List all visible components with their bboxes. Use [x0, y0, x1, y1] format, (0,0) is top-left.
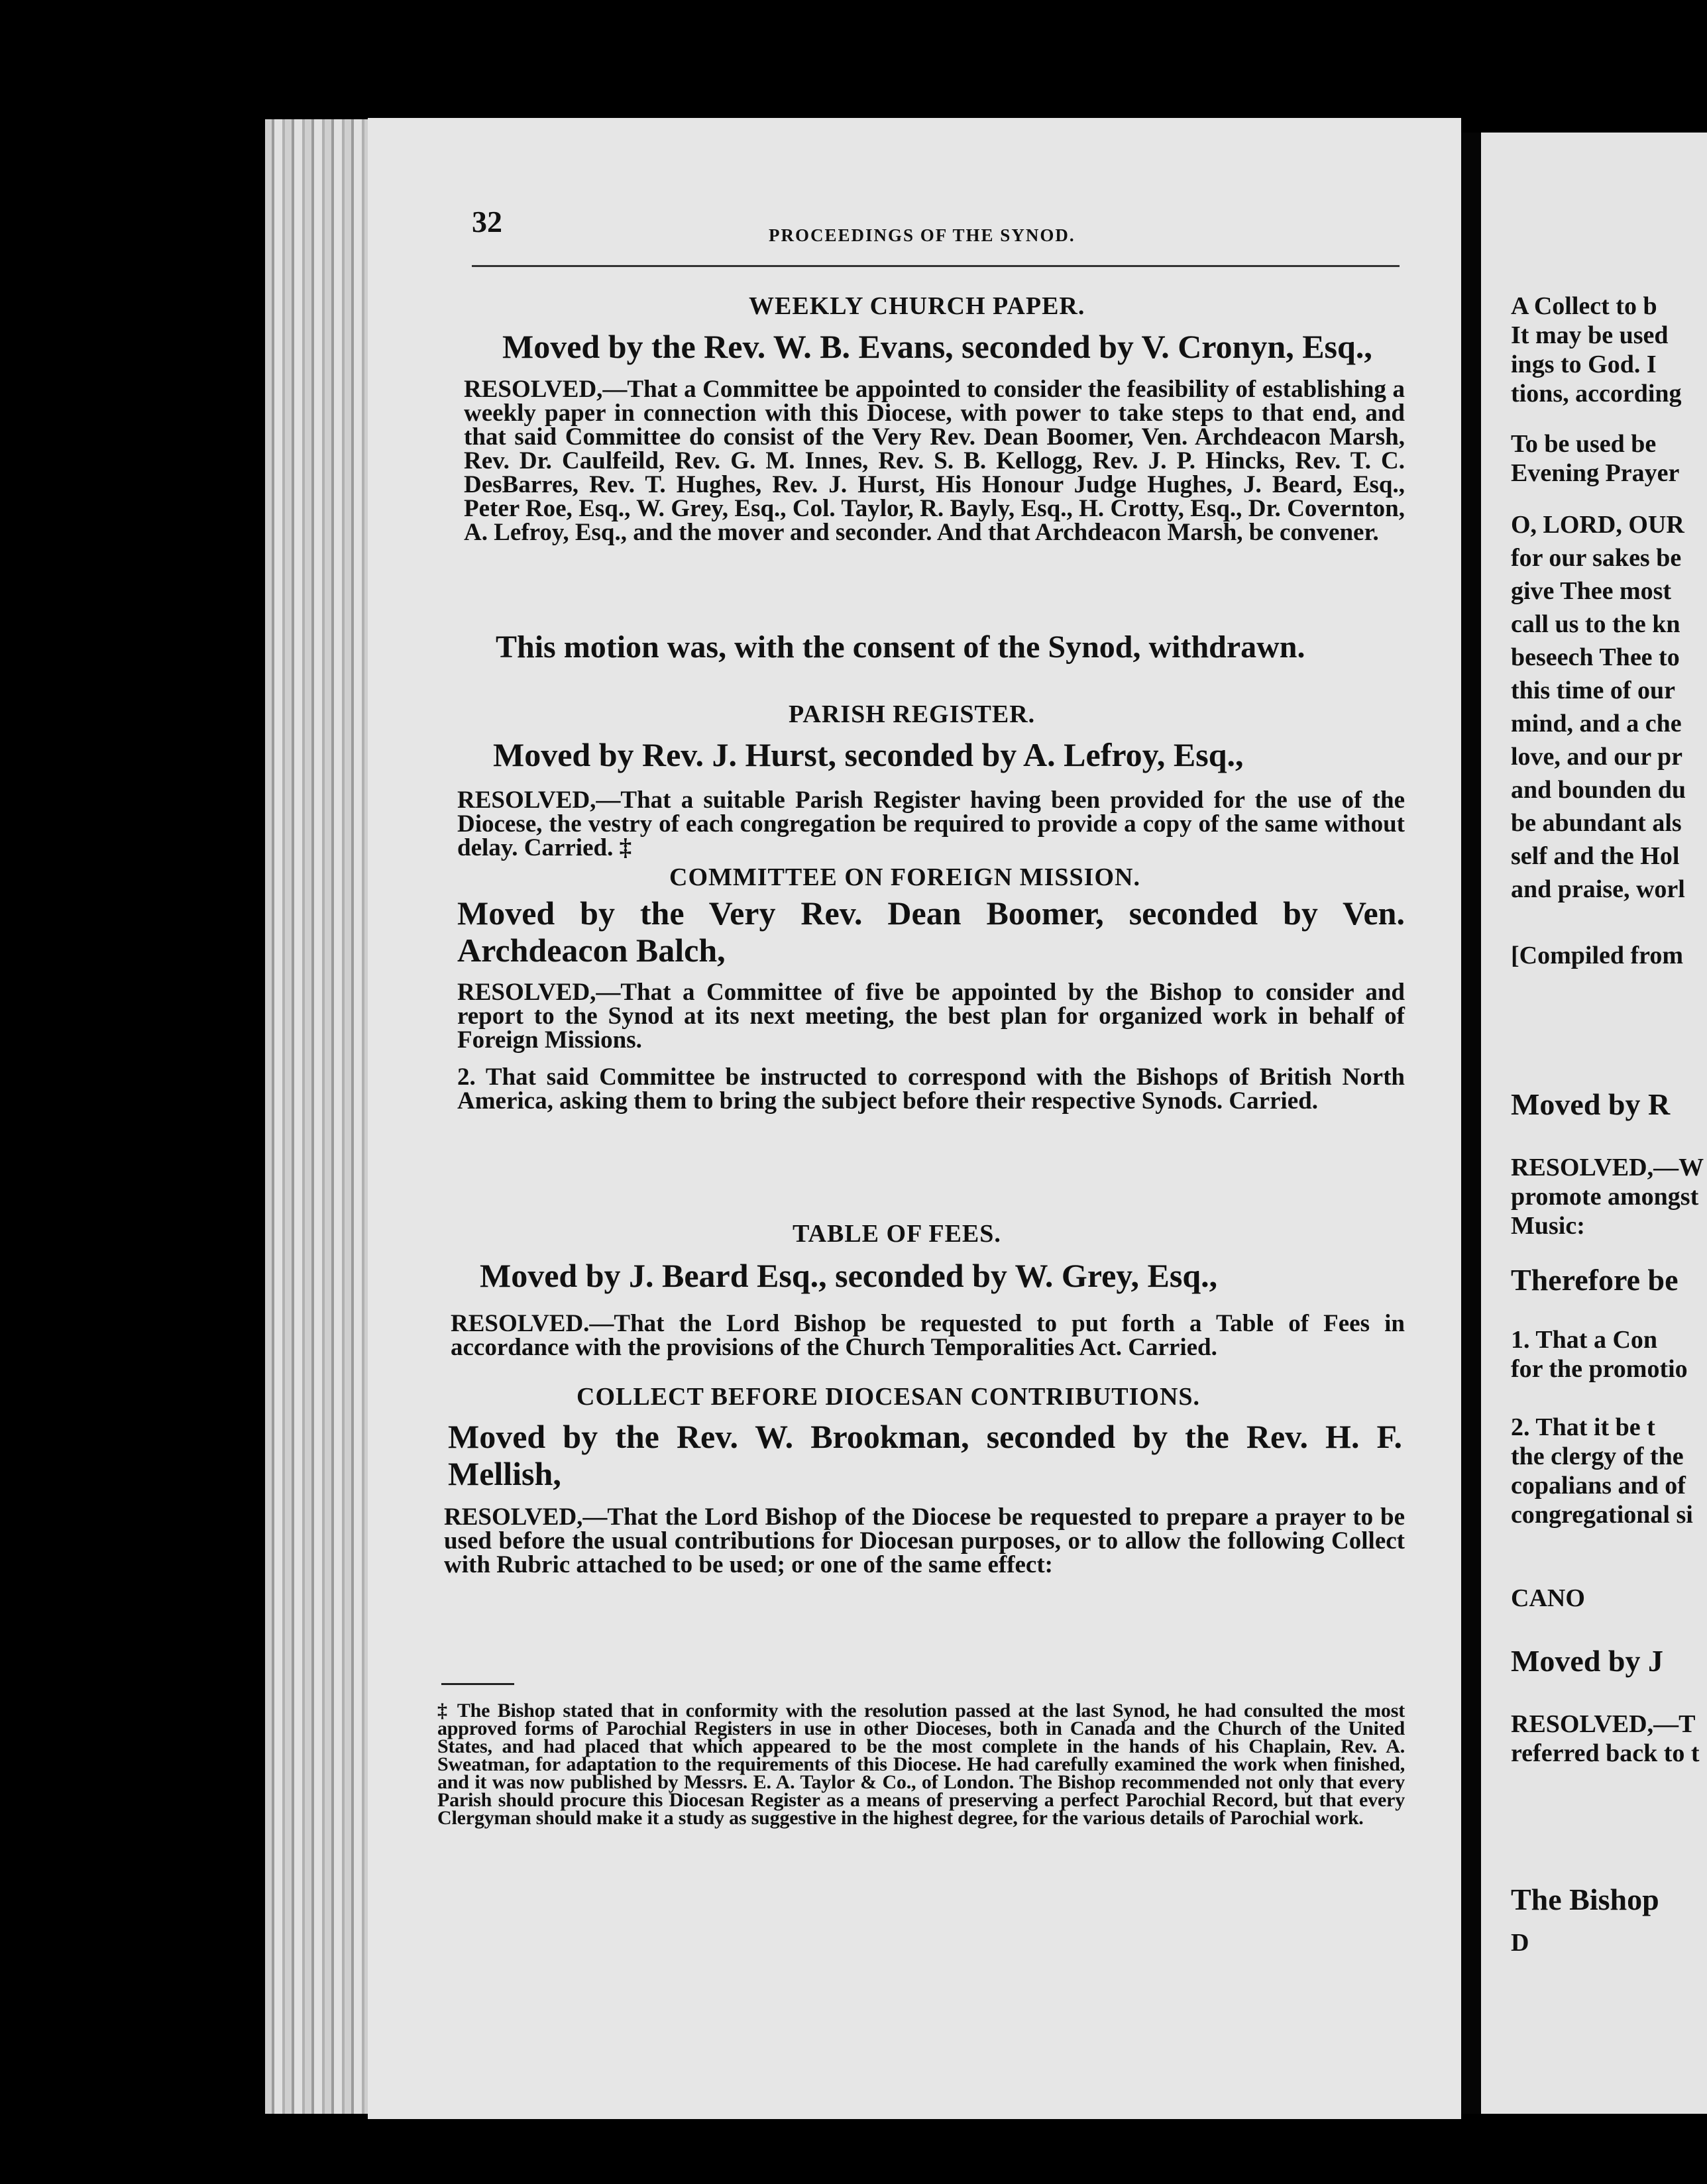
facing-line: ings to God. I: [1511, 351, 1657, 378]
section-heading: TABLE OF FEES.: [793, 1220, 1001, 1248]
facing-line: call us to the kn: [1511, 610, 1680, 638]
motion-line: Moved by the Rev. W. B. Evans, seconded by V. Cronyn, Esq.,: [502, 328, 1372, 365]
facing-line: Evening Prayer: [1511, 459, 1680, 487]
facing-line: tions, according: [1511, 380, 1682, 408]
resolution-text: RESOLVED,—That the Lord Bishop of the Diocese be requested to prepare a prayer to be used before the usual contributions for Diocesan purposes, or to allow the following Collect with Rubric attached to be used; or one of the same effect:: [444, 1503, 1405, 1578]
facing-line: D: [1511, 1929, 1529, 1957]
facing-line: self and the Hol: [1511, 842, 1680, 870]
motion-line: Moved by the Rev. W. Brookman, seconded by the Rev. H. F. Mellish,: [448, 1418, 1402, 1492]
facing-line: CANO: [1511, 1584, 1585, 1612]
facing-line: It may be used: [1511, 321, 1669, 349]
book-gutter: [1461, 133, 1481, 2114]
motion-line: Moved by the Very Rev. Dean Boomer, seconded by Ven. Archdeacon Balch,: [457, 895, 1405, 969]
section-heading: COLLECT BEFORE DIOCESAN CONTRIBUTIONS.: [577, 1383, 1201, 1411]
facing-line: beseech Thee to: [1511, 643, 1680, 671]
header-rule: [472, 265, 1400, 267]
facing-line: congregational si: [1511, 1501, 1693, 1529]
facing-line: Music:: [1511, 1212, 1585, 1240]
facing-line: be abundant als: [1511, 809, 1682, 837]
motion-note: This motion was, with the consent of the Synod, withdrawn.: [496, 629, 1305, 665]
facing-line: 1. That a Con: [1511, 1326, 1658, 1354]
facing-line: A Collect to b: [1511, 292, 1657, 320]
book-page-right: [1481, 133, 1707, 2114]
facing-line: O, LORD, OUR: [1511, 511, 1684, 539]
footnote-rule: [441, 1683, 514, 1685]
motion-line: Moved by J. Beard Esq., seconded by W. Grey, Esq.,: [480, 1257, 1218, 1294]
facing-line: [Compiled from: [1511, 942, 1683, 969]
facing-line: and bounden du: [1511, 776, 1686, 804]
facing-line: Moved by J: [1511, 1644, 1663, 1678]
facing-line: give Thee most: [1511, 577, 1672, 605]
resolution-text: RESOLVED,—That a Committee of five be appointed by the Bishop to consider and report to the Synod at its next meeting, the best plan for organized work in behalf of Foreign Missions.: [457, 979, 1405, 1054]
facing-line: love, and our pr: [1511, 743, 1683, 771]
facing-line: The Bishop: [1511, 1883, 1659, 1916]
facing-line: Therefore be: [1511, 1263, 1679, 1297]
resolution-text: RESOLVED,—That a suitable Parish Register having been provided for the use of the Diocese, the vestry of each congregation be required to provide a copy of the same without delay. Carried. ‡: [457, 787, 1405, 861]
facing-line: RESOLVED,—W: [1511, 1154, 1704, 1181]
facing-line: mind, and a che: [1511, 710, 1682, 737]
motion-line: Moved by Rev. J. Hurst, seconded by A. Lefroy, Esq.,: [493, 736, 1244, 773]
facing-line: and praise, worl: [1511, 875, 1685, 903]
facing-line: this time of our: [1511, 677, 1676, 704]
resolution-text: 2. That said Committee be instructed to correspond with the Bishops of British North America, asking them to bring the subject before their respective Synods. Carried.: [457, 1064, 1405, 1115]
section-heading: WEEKLY CHURCH PAPER.: [749, 292, 1085, 320]
facing-line: referred back to t: [1511, 1739, 1700, 1767]
facing-line: 2. That it be t: [1511, 1413, 1655, 1441]
facing-line: promote amongst: [1511, 1183, 1699, 1211]
facing-line: To be used be: [1511, 430, 1657, 458]
section-heading: COMMITTEE ON FOREIGN MISSION.: [669, 863, 1140, 891]
section-heading: PARISH REGISTER.: [789, 700, 1036, 728]
facing-line: the clergy of the: [1511, 1443, 1684, 1470]
facing-line: for the promotio: [1511, 1355, 1688, 1383]
footnote: ‡ The Bishop stated that in conformity with the resolution passed at the last Synod, he had consulted the most approved forms of Parochial Registers in use in other Dioceses, both in Canada and the Church of the United States, and had placed that which appeared to be the most complete in the hands of his Chaplain, Rev. A. Sweatman, for adaptation to the requirements of this Diocese. He had carefully examined the work when finished, and it was now published by Messrs. E. A. Taylor & Co., of London. The Bishop recommended not only that every Parish should procure this Diocesan Register as a means of preserving a perfect Parochial Record, but that every Clergyman should make it a study as suggestive in the highest degree, for the various details of Parochial work.: [437, 1700, 1405, 1829]
facing-line: copalians and of: [1511, 1472, 1686, 1500]
resolution-text: RESOLVED,—That a Committee be appointed to consider the feasibility of establishing a weekly paper in connection with this Diocese, with power to take steps to that end, and that said Committee do consist of the Very Rev. Dean Boomer, Ven. Archdeacon Marsh, Rev. Dr. Caulfeild, Rev. G. M. Innes, Rev. S. B. Kellogg, Rev. J. P. Hincks, Rev. T. C. DesBarres, Rev. T. Hughes, Rev. J. Hurst, His Honour Judge Hughes, J. Beard, Esq., Peter Roe, Esq., W. Grey, Esq., Col. Taylor, R. Bayly, Esq., H. Crotty, Esq., Dr. Covernton, A. Lefroy, Esq., and the mover and seconder. And that Archdeacon Marsh, be convener.: [464, 376, 1405, 546]
facing-line: for our sakes be: [1511, 544, 1682, 572]
resolution-text: RESOLVED.—That the Lord Bishop be requested to put forth a Table of Fees in accordance with the provisions of the Church Temporalities Act. Carried.: [451, 1310, 1405, 1361]
facing-line: Moved by R: [1511, 1087, 1671, 1121]
book-fore-edge: [265, 119, 371, 2114]
running-head: PROCEEDINGS OF THE SYNOD.: [769, 225, 1075, 245]
facing-line: RESOLVED,—T: [1511, 1710, 1696, 1738]
page-number: 32: [472, 205, 502, 239]
